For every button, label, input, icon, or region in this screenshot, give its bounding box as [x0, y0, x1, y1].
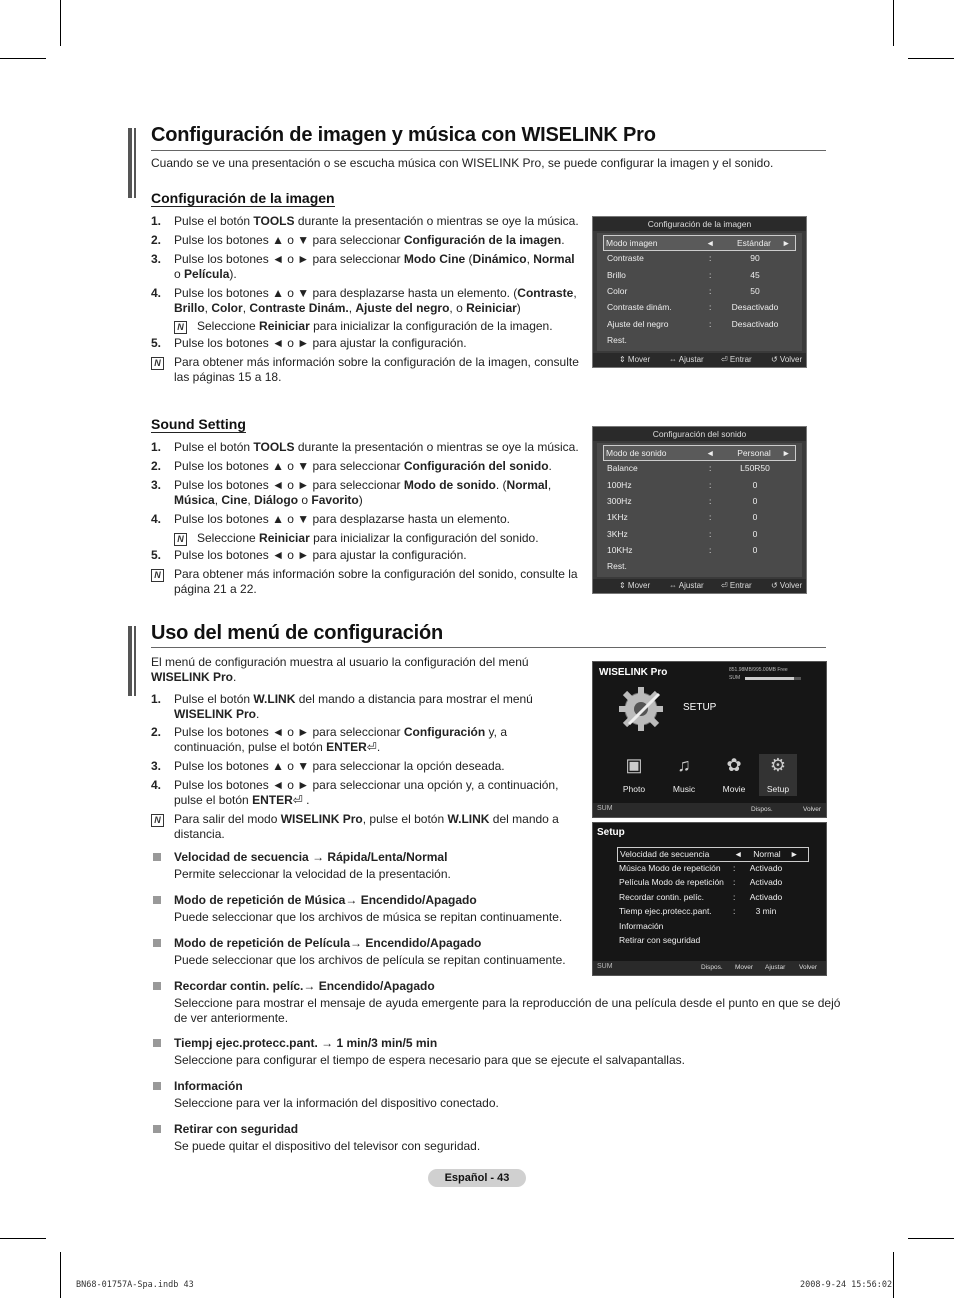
footer-entrar: ⏎ Entrar: [721, 355, 752, 364]
wiselink-tab-photo[interactable]: [615, 754, 653, 796]
section-bar: [128, 128, 132, 198]
option-title: Modo de repetición de Película→ Encendido/Apagado: [174, 936, 482, 950]
note-icon: N: [151, 357, 164, 370]
osd-body: [597, 233, 802, 351]
osd-row[interactable]: [605, 478, 794, 492]
section-title: Uso del menú de configuración: [151, 622, 444, 644]
footer-ajustar: ⇔ Ajustar: [669, 581, 704, 590]
step-text: Pulse los botones ▲ o ▼ para seleccionar la opción deseada.: [174, 759, 505, 773]
osd-row-label: Contraste dinám.: [607, 302, 672, 313]
osd-row-label: Modo de sonido: [606, 448, 667, 458]
step-number: 1.: [151, 440, 162, 454]
wiselink-screen: [592, 661, 827, 818]
option-title: Tiempj ejec.protecc.pant. → 1 min/3 min/5 min: [174, 1036, 438, 1050]
setup-row-value: Activado: [749, 862, 783, 873]
osd-row[interactable]: [603, 235, 796, 251]
osd-row[interactable]: [605, 333, 794, 347]
left-arrow-icon[interactable]: ◄: [706, 448, 715, 458]
bullet-square: [153, 1125, 161, 1133]
option-description: Se puede quitar el dispositivo del televisor con seguridad.: [174, 1139, 481, 1153]
step-text: Pulse los botones ◄ o ► para seleccionar Modo Cine (Dinámico, Normal o Película).: [174, 252, 575, 281]
osd-row[interactable]: [605, 317, 794, 331]
osd-row-value: 0: [752, 528, 758, 539]
storage-bar: [745, 677, 801, 680]
crop-mark: [893, 1252, 894, 1298]
section-intro: Cuando se ve una presentación o se escucha música con WISELINK Pro, se puede configurar la imagen y el sonido.: [151, 156, 774, 170]
osd-row-value: 0: [752, 512, 758, 523]
osd-colon: :: [709, 318, 712, 329]
footer-mover: Mover: [735, 964, 754, 971]
osd-row[interactable]: [605, 461, 794, 475]
setup-row-label: Información: [619, 920, 664, 931]
wiselink-tab-music[interactable]: [665, 754, 703, 796]
footer-ajustar: ⇔ Ajustar: [669, 355, 704, 364]
option-title: Información: [174, 1079, 243, 1093]
step-number: 2.: [151, 725, 162, 739]
movie-icon: ✿: [726, 755, 742, 775]
osd-row-value: 0: [752, 495, 758, 506]
option-title: Recordar contin. pelíc.→ Encendido/Apagado: [174, 979, 435, 993]
setup-menu-osd: [592, 822, 827, 976]
osd-row[interactable]: [605, 559, 794, 573]
crop-mark: [60, 0, 61, 46]
osd-colon: :: [709, 495, 712, 506]
option-title: Velocidad de secuencia → Rápida/Lenta/Normal: [174, 850, 448, 864]
setup-row-label: Tiemp ejec.protecc.pant.: [619, 906, 712, 916]
step-text: Pulse los botones ▲ o ▼ para seleccionar Configuración del sonido.: [174, 459, 552, 473]
osd-row-label: Brillo: [607, 269, 626, 280]
crop-mark: [908, 58, 954, 59]
setup-colon: :: [733, 862, 736, 873]
option-description: Puede seleccionar que los archivos de película se repitan continuamente.: [174, 953, 566, 967]
setup-row-value: Activado: [749, 891, 783, 902]
setup-title: Setup: [597, 827, 625, 838]
osd-row[interactable]: [603, 445, 796, 461]
option-title: Retirar con seguridad: [174, 1122, 299, 1136]
setup-row-value: Normal: [753, 849, 781, 859]
step-number: 3.: [151, 252, 162, 266]
right-arrow-icon[interactable]: ►: [782, 448, 791, 458]
osd-row-label: Rest.: [607, 561, 627, 572]
wiselink-brand: WISELINK Pro: [599, 667, 668, 678]
setup-row[interactable]: [617, 876, 807, 889]
step-text: Pulse los botones ▲ o ▼ para desplazarse hasta un elemento. (Contraste, Brillo, Color, Contraste Dinám., Ajuste del negro, o Reiniciar): [174, 286, 577, 315]
step-number: 2.: [151, 233, 162, 247]
osd-footer: [593, 353, 806, 367]
setup-row-label: Recordar contin. pelíc.: [619, 891, 705, 902]
step-text: Pulse el botón TOOLS durante la presentación o mientras se oye la música.: [174, 214, 579, 228]
osd-title: Configuración del sonido: [593, 427, 806, 441]
footer-device: SUM: [597, 963, 613, 970]
osd-row[interactable]: [605, 543, 794, 557]
crop-mark: [893, 0, 894, 46]
footer-mover: ⇕ Mover: [619, 355, 651, 364]
step-text: Pulse los botones ▲ o ▼ para seleccionar Configuración de la imagen.: [174, 233, 565, 247]
step-number: 5.: [151, 336, 162, 350]
osd-row-value: 90: [750, 253, 760, 264]
osd-row-label: 3KHz: [607, 528, 628, 539]
option-description: Seleccione para ver la información del dispositivo conectado.: [174, 1096, 499, 1110]
setup-row[interactable]: [617, 934, 807, 947]
subsection-heading: Configuración de la imagen: [151, 190, 335, 206]
crop-mark: [908, 1238, 954, 1239]
setup-row-label: Música Modo de repetición: [619, 862, 721, 873]
step-text: Pulse los botones ◄ o ► para ajustar la configuración.: [174, 336, 467, 350]
tab-label: Photo: [622, 784, 646, 794]
osd-row-label: 100Hz: [607, 479, 632, 490]
footer-dispos: Dispos.: [751, 806, 773, 813]
osd-row-label: Contraste: [607, 253, 644, 264]
step-text: Pulse los botones ◄ o ► para seleccionar una opción y, a continuación, pulse el botón ENTER⏎ .: [174, 778, 559, 807]
subsection-heading: Sound Setting: [151, 416, 246, 432]
step-text: Pulse el botón W.LINK del mando a distancia para mostrar el menú WISELINK Pro.: [174, 692, 533, 721]
crop-mark: [0, 1238, 46, 1239]
osd-row-label: Rest.: [607, 334, 627, 345]
osd-row[interactable]: [605, 284, 794, 298]
setup-gear-icon: [615, 684, 671, 734]
osd-row-label: Modo imagen: [606, 238, 658, 248]
left-arrow-icon[interactable]: ◄: [734, 849, 743, 859]
setup-row[interactable]: [617, 891, 807, 904]
osd-row-value: 45: [750, 269, 760, 280]
imprint-file: BN68-01757A-Spa.indb 43: [76, 1280, 194, 1290]
device-label: SUM: [729, 675, 741, 681]
osd-row-value: 50: [750, 285, 760, 296]
step-text: Pulse el botón TOOLS durante la presentación o mientras se oye la música.: [174, 440, 579, 454]
osd-row[interactable]: [605, 494, 794, 508]
osd-row-label: 10KHz: [607, 544, 633, 555]
note-text: Para obtener más información sobre la configuración de la imagen, consulte las páginas 15 a 18.: [174, 355, 579, 384]
note-text: Para salir del modo WISELINK Pro, pulse el botón W.LINK del mando a distancia.: [174, 812, 559, 841]
setup-colon: :: [733, 906, 736, 916]
setup-row[interactable]: [617, 905, 807, 918]
note-icon: N: [151, 814, 164, 827]
right-arrow-icon[interactable]: ►: [782, 238, 791, 248]
setup-row-label: Velocidad de secuencia: [620, 849, 710, 859]
tab-label: Setup: [766, 784, 790, 794]
osd-colon: :: [709, 479, 712, 490]
osd-row[interactable]: [605, 268, 794, 282]
step-text: Pulse los botones ◄ o ► para seleccionar Configuración y, a continuación, pulse el botón ENTER⏎.: [174, 725, 507, 754]
bullet-square: [153, 939, 161, 947]
footer-mover: ⇕ Mover: [619, 581, 651, 590]
step-number: 3.: [151, 759, 162, 773]
osd-row-value: Personal: [737, 448, 771, 458]
bullet-square: [153, 1082, 161, 1090]
osd-row-label: 300Hz: [607, 495, 632, 506]
wiselink-footer: [593, 803, 826, 817]
osd-row[interactable]: [605, 510, 794, 524]
wiselink-tab-movie[interactable]: [715, 754, 753, 796]
page-number: Español - 43: [428, 1169, 526, 1187]
osd-colon: :: [709, 544, 712, 555]
left-arrow-icon[interactable]: ◄: [706, 238, 715, 248]
section-bar: [128, 626, 132, 696]
step-number: 4.: [151, 778, 162, 792]
setup-row[interactable]: [617, 847, 809, 862]
osd-row-label: Balance: [607, 463, 638, 474]
osd-row-value: 0: [752, 544, 758, 555]
music-icon: ♫: [677, 755, 691, 775]
note-text: Para obtener más información sobre la configuración del sonido, consulte la página 21 a 22.: [174, 567, 578, 596]
step-number: 4.: [151, 512, 162, 526]
step-number: 5.: [151, 548, 162, 562]
step-text: Pulse los botones ◄ o ► para seleccionar Modo de sonido. (Normal, Música, Cine, Diálogo o Favorito): [174, 478, 552, 507]
footer-ajustar: Ajustar: [765, 964, 786, 971]
bullet-square: [153, 853, 161, 861]
section-title: Configuración de imagen y música con WISELINK Pro: [151, 124, 656, 146]
tab-label: Music: [672, 784, 696, 794]
osd-row-value: Desactivado: [731, 302, 779, 313]
footer-volver: ↺ Volver: [771, 355, 803, 364]
step-number: 1.: [151, 214, 162, 228]
step-number: 4.: [151, 286, 162, 300]
osd-row[interactable]: [605, 527, 794, 541]
crop-mark: [60, 1252, 61, 1298]
osd-row-value: 0: [752, 479, 758, 490]
osd-row-value: Estándar: [736, 238, 772, 248]
osd-row-label: Ajuste del negro: [607, 318, 669, 329]
sound-settings-osd: [592, 426, 807, 594]
osd-colon: :: [709, 528, 712, 539]
storage-info: 851.98MB/995.00MB Free: [729, 667, 788, 673]
picture-settings-osd: [592, 216, 807, 368]
bullet-square: [153, 896, 161, 904]
osd-colon: :: [709, 512, 712, 523]
step-number: 3.: [151, 478, 162, 492]
section-intro: El menú de configuración muestra al usuario la configuración del menú WISELINK Pro.: [151, 655, 529, 684]
bullet-square: [153, 982, 161, 990]
setup-icon: ⚙: [769, 755, 787, 775]
step-number: 1.: [151, 692, 162, 706]
section-bar: [134, 626, 136, 696]
setup-row-label: Película Modo de repetición: [619, 877, 724, 887]
photo-icon: ▣: [625, 755, 643, 775]
osd-colon: :: [709, 253, 712, 264]
osd-colon: :: [709, 285, 712, 296]
crop-mark: [0, 58, 46, 59]
wiselink-tab-setup[interactable]: [759, 754, 797, 796]
option-title: Modo de repetición de Música→ Encendido/Apagado: [174, 893, 477, 907]
setup-colon: :: [733, 891, 736, 902]
setup-row-value: Activado: [749, 877, 783, 887]
option-description: Permite seleccionar la velocidad de la presentación.: [174, 867, 451, 881]
bullet-square: [153, 1039, 161, 1047]
note-icon: N: [151, 569, 164, 582]
option-description: Puede seleccionar que los archivos de música se repitan continuamente.: [174, 910, 563, 924]
osd-footer: [593, 579, 806, 593]
osd-row[interactable]: [605, 300, 794, 314]
step-text: Pulse los botones ◄ o ► para ajustar la configuración.: [174, 548, 467, 562]
option-description: Seleccione para configurar el tiempo de espera necesario para que se ejecute el salvapantallas.: [174, 1053, 685, 1067]
footer-dispos: Dispos.: [701, 964, 723, 971]
setup-row-value: 3 min: [755, 906, 777, 916]
osd-row-value: Desactivado: [731, 318, 779, 329]
setup-row[interactable]: [617, 862, 807, 875]
osd-colon: :: [709, 463, 712, 474]
osd-colon: :: [709, 269, 712, 280]
step-number: 2.: [151, 459, 162, 473]
osd-body: [597, 443, 802, 577]
setup-colon: :: [733, 877, 736, 887]
title-rule: [151, 647, 826, 648]
step-text: Pulse los botones ▲ o ▼ para desplazarse hasta un elemento.: [174, 512, 510, 526]
note-icon: N: [174, 533, 187, 546]
osd-row-value: L50R50: [740, 463, 770, 474]
imprint-date: 2008-9-24 15:56:02: [800, 1280, 893, 1290]
option-description: Seleccione para mostrar el mensaje de ayuda emergente para la reproducción de una película desde el punto en que se dejó de ver anteriormente.: [174, 996, 841, 1025]
setup-row-label: Retirar con seguridad: [619, 935, 701, 945]
note-text: Seleccione Reiniciar para inicializar la configuración del sonido.: [197, 531, 539, 545]
setup-caption: SETUP: [683, 702, 717, 713]
section-bar: [134, 128, 136, 198]
footer-device: SUM: [597, 805, 613, 812]
footer-entrar: ⏎ Entrar: [721, 581, 752, 590]
setup-row[interactable]: [617, 920, 807, 933]
tab-label: Movie: [722, 784, 746, 794]
osd-colon: :: [709, 302, 712, 313]
footer-volver: Volver: [803, 806, 822, 813]
osd-row-label: Color: [607, 285, 628, 296]
note-icon: N: [174, 321, 187, 334]
osd-row-label: 1KHz: [607, 512, 628, 523]
footer-volver: Volver: [799, 964, 818, 971]
osd-row[interactable]: [605, 251, 794, 265]
title-rule: [151, 150, 826, 151]
osd-title: Configuración de la imagen: [593, 217, 806, 231]
setup-footer: [593, 961, 826, 975]
note-text: Seleccione Reiniciar para inicializar la configuración de la imagen.: [197, 319, 553, 333]
right-arrow-icon[interactable]: ►: [790, 849, 799, 859]
footer-volver: ↺ Volver: [771, 581, 803, 590]
